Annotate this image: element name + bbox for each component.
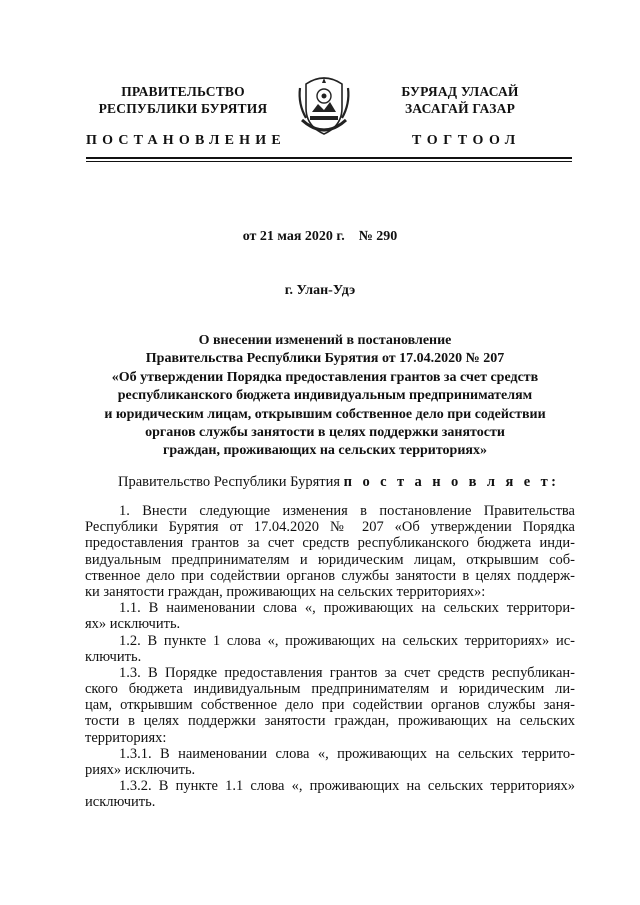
- body-line: 1.1. В наименовании слова «, проживающих на сельских территори-: [119, 600, 575, 617]
- doc-type-russian: ПОСТАНОВЛЕНИЕ: [86, 133, 286, 148]
- lead-text: Правительство Республики Бурятия: [118, 474, 344, 490]
- decree-city: г. Улан-Удэ: [284, 283, 356, 298]
- body-line: территориях:: [85, 729, 167, 746]
- body-line: 1. Внести следующие изменения в постановление Правительства: [119, 503, 575, 519]
- body-line: 1.3.1. В наименовании слова «, проживающих на сельских террито-: [119, 745, 575, 762]
- title-line: республиканского бюджета индивидуальным предпринимателям: [117, 388, 533, 404]
- body-line: видуальным предпринимателям и юридическим лицам, открывшим соб-: [85, 551, 575, 568]
- header-left-line-2: РЕСПУБЛИКИ БУРЯТИЯ: [98, 101, 268, 116]
- decree-title: [80, 332, 570, 461]
- header-left-line-1: ПРАВИТЕЛЬСТВО: [121, 84, 245, 99]
- body-line: 1.3.2. В пункте 1.1 слова «, проживающих на сельских территориях»: [119, 778, 575, 795]
- header-right-line-2: ЗАСАГАЙ ГАЗАР: [404, 101, 516, 116]
- title-line: и юридическим лицам, открывшим собственное дело при содействии: [104, 406, 546, 422]
- lead-emphasis: п о с т а н о в л я е т:: [343, 474, 560, 490]
- decree-lead: [118, 474, 559, 491]
- body-line: 1.3. В Порядке предоставления грантов за счет средств республикан-: [119, 664, 575, 681]
- coat-of-arms-icon: [296, 74, 352, 136]
- body-line: цам, открывшим собственное дело при содействии органов службы заня-: [85, 697, 575, 714]
- body-line: Республики Бурятия от 17.04.2020 № 207 «Об утверждении Порядка: [85, 519, 575, 536]
- body-line: ки занятости граждан, проживающих на сельских территориях»:: [85, 583, 486, 600]
- body-line: исключить.: [85, 794, 156, 811]
- body-line: ях» исключить.: [85, 616, 181, 633]
- header-left-authority: [88, 83, 278, 117]
- body-line: 1.2. В пункте 1 слова «, проживающих на сельских территориях» ис-: [119, 632, 575, 649]
- title-line: «Об утверждении Порядка предоставления грантов за счет средств: [111, 369, 539, 385]
- header-right-authority: [375, 83, 545, 117]
- header-divider-thin: [86, 161, 572, 162]
- title-line: органов службы занятости в целях поддержки занятости: [145, 425, 505, 441]
- doc-type-buryat: ТОГТООЛ: [412, 133, 521, 148]
- title-line: О внесении изменений в постановление: [198, 333, 452, 348]
- body-line: ственное дело при содействии органов службы занятости в целях поддерж-: [85, 567, 575, 584]
- header-divider-thick: [86, 157, 572, 159]
- body-line: тости в целях поддержки занятости граждан, проживающих на сельских: [85, 713, 575, 730]
- body-line: предоставления грантов за счет средств республиканского бюджета инди-: [85, 535, 575, 552]
- body-line: ского бюджета индивидуальным предпринимателям и юридическим ли-: [85, 681, 575, 698]
- header-right-line-1: БУРЯАД УЛАСАЙ: [401, 84, 519, 99]
- decree-date-number: от 21 мая 2020 г. № 290: [242, 229, 398, 244]
- decree-body: [85, 503, 575, 811]
- title-line: Правительства Республики Бурятия от 17.04.2020 № 207: [145, 351, 505, 367]
- title-line: граждан, проживающих на сельских территориях»: [163, 443, 487, 459]
- body-line: риях» исключить.: [85, 762, 196, 778]
- body-line: ключить.: [85, 648, 142, 665]
